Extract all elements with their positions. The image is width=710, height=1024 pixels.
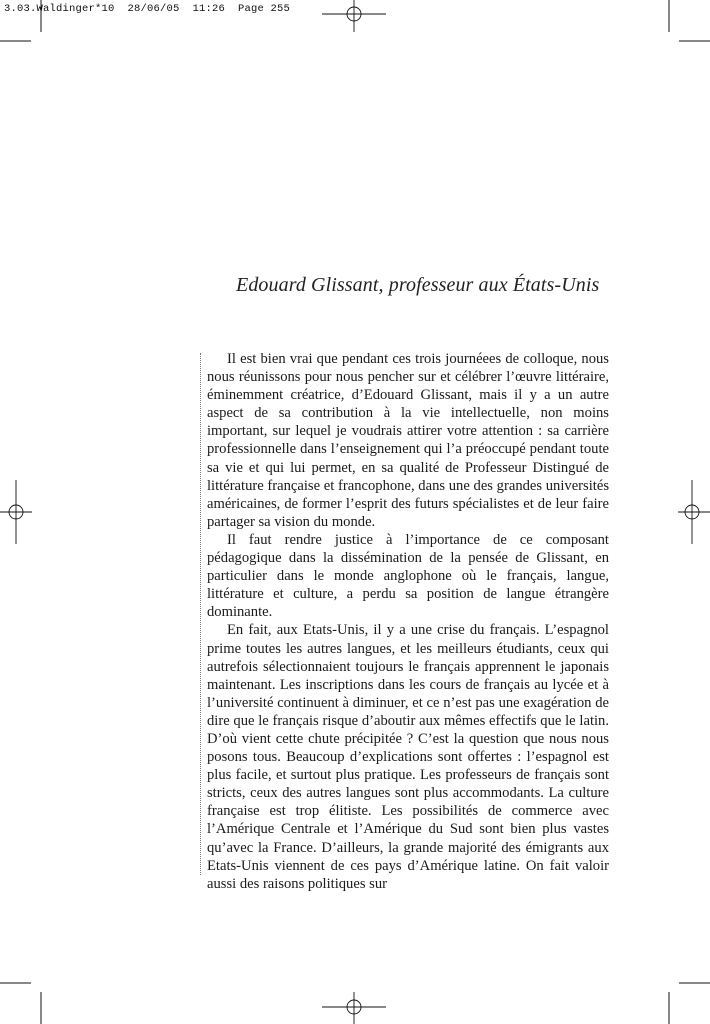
registration-mark-bottom: [322, 992, 386, 1024]
article-body: [207, 350, 609, 893]
paragraph: Il est bien vrai que pendant ces trois journéees de colloque, nous nous réunissons pour nous pencher sur et célébrer l’œuvre littéraire, éminemment créatrice, d’Edouard Glissant, mais il y a un autre aspect de sa contribution à la vie intellectuelle, non moins important, sur lequel je voudrais attirer votre attention : sa carrière professionnelle dans l’enseignement qui l’a préoccupé pendant toute sa vie et qui lui permet, en sa qualité de Professeur Distingué de littérature française et francophone, dans une des grandes universités américaines, de former l’esprit des futurs spécialistes et de leur faire partager sa vision du monde.: [207, 351, 609, 530]
paragraph: Il faut rendre justice à l’importance de ce composant pédagogique dans la dissémination de la pensée de Glissant, en particulier dans le monde anglophone où le français, langue, littérature et culture, a perdu sa position de langue étrangère dominante.: [207, 531, 609, 621]
registration-mark-top: [322, 0, 386, 32]
margin-dotted-rule: [200, 353, 201, 875]
article-title: Edouard Glissant, professeur aux États-Unis: [236, 274, 600, 296]
paragraph: En fait, aux Etats-Unis, il y a une crise du français. L’espagnol prime toutes les autres langues, et les meilleurs étudiants, ceux qui autrefois sélectionnaient toujours le français apprennent le japonais maintenant. Les inscriptions dans les cours de français au lycée et à l’université continuent à diminuer, et ce n’est pas une exagération de dire que le français risque d’aboutir aux mêmes effectifs que le latin. D’où vient cette chute précipitée ? C’est la question que nous nous posons tous. Beaucoup d’explications sont offertes : l’espagnol est plus facile, et surtout plus pratique. Les professeurs de français sont stricts, ceux des autres langues sont plus accommodants. La culture française est trop élitiste. Les possibilités de commerce avec l’Amérique Centrale et l’Amérique du Sud sont bien plus vastes qu’avec la France. D’ailleurs, la grande majorité des émigrants aux Etats-Unis viennent de ces pays d’Amérique latine. On fait valoir aussi des raisons politiques sur: [207, 622, 609, 892]
registration-mark-right: [678, 480, 710, 544]
registration-mark-left: [0, 480, 32, 544]
print-slug: 3.03.Waldinger*10 28/06/05 11:26 Page 255: [4, 3, 291, 15]
